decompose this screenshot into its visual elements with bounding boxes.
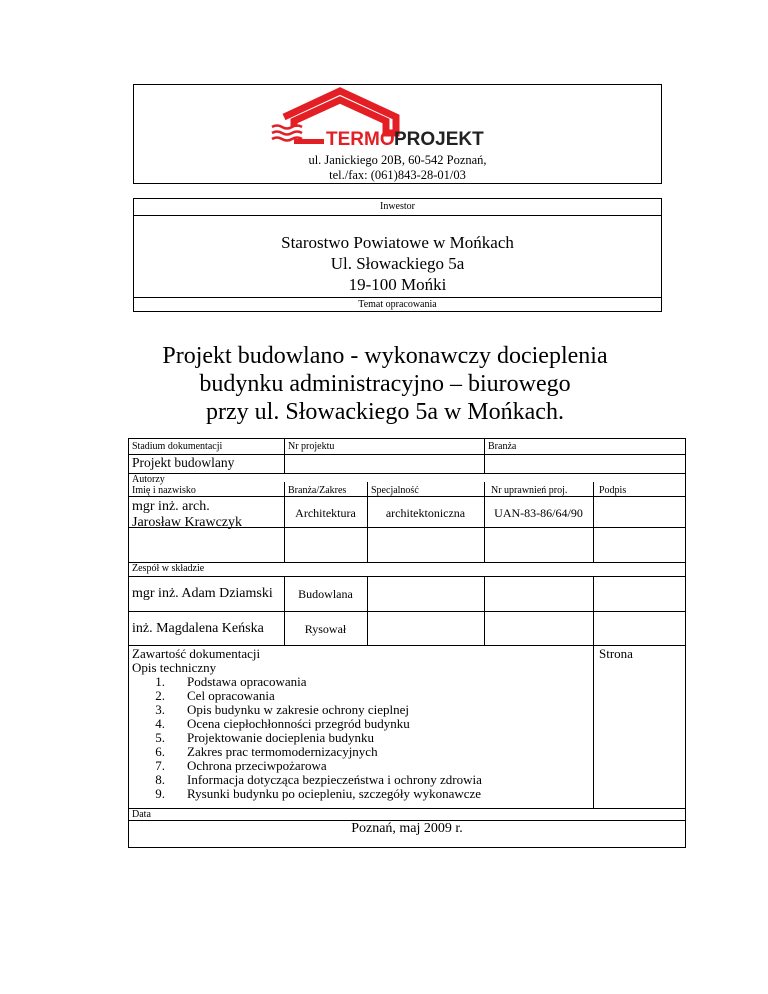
list-item: 2. Cel opracowania <box>155 688 275 703</box>
investor-details <box>134 232 661 295</box>
branch-scope-label: Branża/Zakres <box>288 485 347 496</box>
investor-label: Inwestor <box>380 201 415 212</box>
company-address <box>134 153 661 183</box>
address-line: ul. Janickiego 20B, 60-542 Poznań, <box>308 153 487 167</box>
contents-label: Zawartość dokumentacji <box>132 646 261 661</box>
list-item: 7. Ochrona przeciwpożarowa <box>155 758 327 773</box>
date-value: Poznań, maj 2009 r. <box>351 821 463 836</box>
title-line: budynku administracyjno – biurowego <box>199 371 571 397</box>
stage-value: Projekt budowlany <box>132 455 235 470</box>
author-name <box>132 499 242 531</box>
house-logo-icon <box>270 87 500 149</box>
team-member-name: mgr inż. Adam Dziamski <box>132 586 273 601</box>
stage-label: Stadium dokumentacji <box>132 441 223 452</box>
authors-label: Autorzy <box>132 474 165 485</box>
author-fullname: Jarosław Krawczyk <box>132 515 243 530</box>
title-line: Projekt budowlano - wykonawczy docieplenia <box>162 343 608 369</box>
project-number-label: Nr projektu <box>288 441 335 452</box>
investor-street: Ul. Słowackiego 5a <box>330 254 465 273</box>
list-item: 5. Projektowanie docieplenia budynku <box>155 730 375 745</box>
team-member-name: inż. Magdalena Keńska <box>132 621 264 636</box>
signature-label: Podpis <box>599 485 627 496</box>
document-title <box>80 342 690 426</box>
list-item: 4. Ocena ciepłochłonności przegród budynku <box>155 716 410 731</box>
header-box <box>133 84 662 184</box>
author-specialty: architektoniczna <box>385 506 466 520</box>
company-logo <box>270 87 500 149</box>
list-item: 3. Opis budynku w zakresie ochrony cieplnej <box>155 702 410 717</box>
license-label: Nr uprawnień proj. <box>491 485 568 496</box>
title-line: przy ul. Słowackiego 5a w Mońkach. <box>206 399 564 425</box>
author-branch: Architektura <box>295 506 356 520</box>
topic-label: Temat opracowania <box>358 299 437 310</box>
investor-name: Starostwo Powiatowe w Mońkach <box>281 233 514 252</box>
logo-text-light: TERMO <box>326 129 395 149</box>
name-label: Imię i nazwisko <box>132 485 196 496</box>
logo-text-bold: PROJEKT <box>394 129 484 149</box>
branch-label: Branża <box>488 441 517 452</box>
list-item: 1. Podstawa opracowania <box>155 674 307 689</box>
list-item: 6. Zakres prac termomodernizacyjnych <box>155 744 378 759</box>
list-item: 9. Rysunki budynku po ociepleniu, szczegóły wykonawcze <box>155 786 482 801</box>
investor-box <box>133 198 662 312</box>
investor-city: 19-100 Mońki <box>348 275 447 294</box>
page-column-label: Strona <box>599 646 633 661</box>
list-item: 8. Informacja dotycząca bezpieczeństwa i ochrony zdrowia <box>155 772 482 787</box>
metadata-table <box>128 438 686 848</box>
author-title: mgr inż. arch. <box>132 499 210 514</box>
author-license: UAN-83-86/64/90 <box>494 506 583 520</box>
contents-section: Opis techniczny <box>132 660 217 675</box>
date-label: Data <box>132 809 151 820</box>
phone-line: tel./fax: (061)843-28-01/03 <box>329 168 466 182</box>
specialty-label: Specjalność <box>371 485 419 496</box>
team-member-role: Rysował <box>304 622 347 636</box>
team-member-role: Budowlana <box>298 587 353 601</box>
team-label: Zespół w składzie <box>132 563 205 574</box>
